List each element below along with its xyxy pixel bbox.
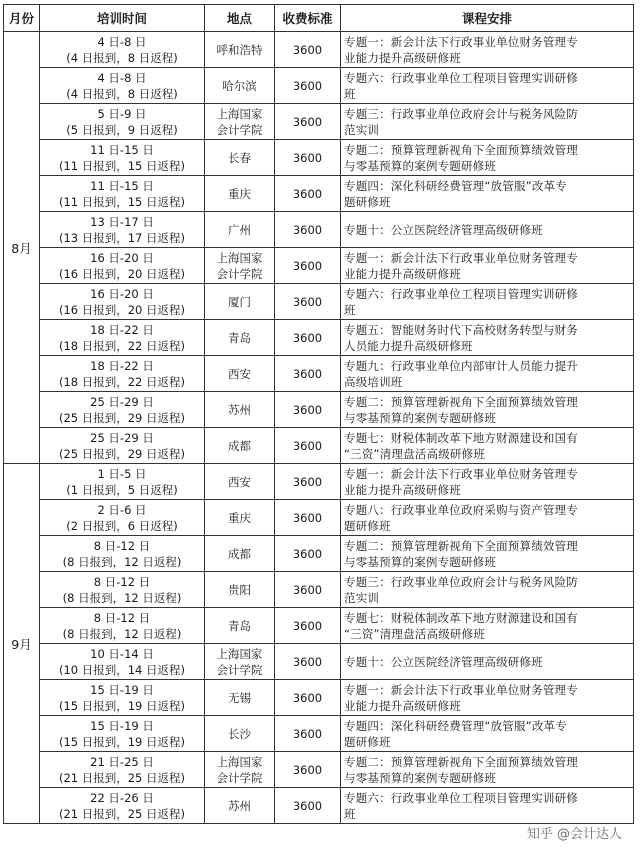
course-cell — [341, 104, 634, 140]
training-dates: 4 日-8 日 — [97, 70, 147, 85]
arrival-departure-note: (4 日报到，8 日返程) — [66, 50, 178, 65]
location-name: 重庆 — [228, 510, 251, 525]
period-cell — [40, 104, 205, 140]
table-row — [4, 428, 634, 464]
location-name: 上海国家 — [216, 646, 263, 661]
course-title-line: 高级培训班 — [344, 374, 403, 389]
course-title-line: 专题十：公立医院经济管理高级研修班 — [344, 222, 543, 237]
arrival-departure-note: (10 日报到，14 日返程) — [58, 662, 186, 677]
table-row — [4, 32, 634, 68]
table-row — [4, 500, 634, 536]
training-dates: 13 日-17 日 — [90, 214, 154, 229]
period-cell — [40, 320, 205, 356]
fee-cell: 3600 — [275, 752, 341, 788]
location-cell — [205, 608, 275, 644]
period-cell — [40, 500, 205, 536]
location-name: 重庆 — [228, 186, 251, 201]
period-cell — [40, 176, 205, 212]
arrival-departure-note: (8 日报到，12 日返程) — [62, 590, 182, 605]
location-name: 无锡 — [228, 690, 251, 705]
table-row — [4, 176, 634, 212]
location-cell — [205, 500, 275, 536]
training-dates: 16 日-20 日 — [90, 250, 154, 265]
location-cell — [205, 464, 275, 500]
location-cell — [205, 572, 275, 608]
course-title-line: 专题二：预算管理新视角下全面预算绩效管理 — [344, 754, 578, 769]
table-row — [4, 104, 634, 140]
training-dates: 4 日-8 日 — [97, 34, 147, 49]
training-dates: 1 日-5 日 — [97, 466, 147, 481]
arrival-departure-note: (13 日报到，17 日返程) — [58, 230, 186, 245]
table-header-row — [4, 5, 634, 32]
course-title-line: 专题八：行政事业单位政府采购与资产管理专 — [344, 502, 578, 517]
header-course: 课程安排 — [341, 5, 634, 32]
location-name: 成都 — [228, 546, 251, 561]
arrival-departure-note: (15 日报到，19 日返程) — [58, 734, 186, 749]
course-title-line: 人员能力提升高级研修班 — [344, 338, 473, 353]
period-cell — [40, 464, 205, 500]
course-title-line: “三资”清理盘活高级研修班 — [344, 626, 486, 641]
course-cell — [341, 140, 634, 176]
course-title-line: 题研修班 — [344, 194, 391, 209]
period-cell — [40, 572, 205, 608]
course-title-line: 范实训 — [344, 122, 380, 137]
course-title-line: 专题二：预算管理新视角下全面预算绩效管理 — [344, 394, 578, 409]
period-cell — [40, 716, 205, 752]
table-row — [4, 356, 634, 392]
table-row — [4, 284, 634, 320]
location-cell — [205, 104, 275, 140]
training-dates: 21 日-25 日 — [90, 754, 154, 769]
location-cell — [205, 356, 275, 392]
location-name: 呼和浩特 — [216, 42, 263, 57]
period-cell — [40, 752, 205, 788]
course-title-line: 班 — [344, 86, 356, 101]
table-body — [4, 32, 634, 824]
fee-cell: 3600 — [275, 392, 341, 428]
course-title-line: 业能力提升高级研修班 — [344, 50, 461, 65]
fee-cell: 3600 — [275, 212, 341, 248]
arrival-departure-note: (2 日报到，6 日返程) — [66, 518, 178, 533]
table-row — [4, 572, 634, 608]
training-dates: 18 日-22 日 — [90, 358, 154, 373]
arrival-departure-note: (1 日报到，5 日返程) — [66, 482, 178, 497]
course-cell — [341, 572, 634, 608]
location-cell — [205, 644, 275, 680]
location-name: 会计学院 — [216, 770, 263, 785]
location-name: 苏州 — [228, 402, 251, 417]
arrival-departure-note: (18 日报到，22 日返程) — [58, 338, 186, 353]
course-title-line: 专题三：行政事业单位政府会计与税务风险防 — [344, 574, 578, 589]
location-name: 西安 — [228, 474, 251, 489]
course-title-line: 与零基预算的案例专题研修班 — [344, 158, 497, 173]
arrival-departure-note: (21 日报到，25 日返程) — [58, 806, 186, 821]
arrival-departure-note: (8 日报到，12 日返程) — [62, 626, 182, 641]
location-cell — [205, 140, 275, 176]
table-row — [4, 320, 634, 356]
table-row — [4, 752, 634, 788]
header-month: 月份 — [4, 5, 40, 32]
course-title-line: 专题一：新会计法下行政事业单位财务管理专 — [344, 250, 578, 265]
table-row — [4, 536, 634, 572]
table-row — [4, 248, 634, 284]
location-name: 上海国家 — [216, 106, 263, 121]
course-cell — [341, 392, 634, 428]
course-cell — [341, 716, 634, 752]
course-title-line: 专题一：新会计法下行政事业单位财务管理专 — [344, 466, 578, 481]
course-title-line: 专题四：深化科研经费管理“放管服”改革专 — [344, 178, 567, 193]
training-dates: 15 日-19 日 — [90, 718, 154, 733]
course-title-line: 与零基预算的案例专题研修班 — [344, 554, 497, 569]
location-name: 青岛 — [228, 618, 251, 633]
course-title-line: 专题六：行政事业单位工程项目管理实训研修 — [344, 286, 578, 301]
location-name: 广州 — [228, 222, 251, 237]
arrival-departure-note: (21 日报到，25 日返程) — [58, 770, 186, 785]
course-title-line: 业能力提升高级研修班 — [344, 266, 461, 281]
course-cell — [341, 752, 634, 788]
period-cell — [40, 32, 205, 68]
location-name: 贵阳 — [228, 582, 251, 597]
course-title-line: 与零基预算的案例专题研修班 — [344, 410, 497, 425]
period-cell — [40, 356, 205, 392]
fee-cell: 3600 — [275, 248, 341, 284]
course-cell — [341, 212, 634, 248]
course-cell — [341, 608, 634, 644]
fee-cell: 3600 — [275, 464, 341, 500]
period-cell — [40, 140, 205, 176]
location-name: 会计学院 — [216, 266, 263, 281]
location-cell — [205, 536, 275, 572]
course-title-line: 专题二：预算管理新视角下全面预算绩效管理 — [344, 538, 578, 553]
table-row — [4, 140, 634, 176]
course-cell — [341, 32, 634, 68]
training-dates: 8 日-12 日 — [93, 574, 151, 589]
course-title-line: 专题四：深化科研经费管理“放管服”改革专 — [344, 718, 567, 733]
course-title-line: 班 — [344, 302, 356, 317]
course-cell — [341, 536, 634, 572]
fee-cell: 3600 — [275, 320, 341, 356]
location-cell — [205, 320, 275, 356]
period-cell — [40, 608, 205, 644]
arrival-departure-note: (5 日报到，9 日返程) — [66, 122, 178, 137]
table-row — [4, 716, 634, 752]
location-cell — [205, 68, 275, 104]
arrival-departure-note: (18 日报到，22 日返程) — [58, 374, 186, 389]
course-title-line: 专题六：行政事业单位工程项目管理实训研修 — [344, 790, 578, 805]
arrival-departure-note: (11 日报到，15 日返程) — [58, 158, 186, 173]
location-cell — [205, 212, 275, 248]
period-cell — [40, 680, 205, 716]
course-title-line: 与零基预算的案例专题研修班 — [344, 770, 497, 785]
location-name: 哈尔滨 — [222, 78, 257, 93]
location-name: 苏州 — [228, 798, 251, 813]
course-title-line: 专题七：财税体制改革下地方财源建设和国有 — [344, 610, 578, 625]
location-name: 会计学院 — [216, 662, 263, 677]
training-dates: 18 日-22 日 — [90, 322, 154, 337]
course-title-line: 专题一：新会计法下行政事业单位财务管理专 — [344, 682, 578, 697]
course-title-line: 范实训 — [344, 590, 380, 605]
fee-cell: 3600 — [275, 140, 341, 176]
table-row — [4, 392, 634, 428]
arrival-departure-note: (16 日报到，20 日返程) — [58, 302, 186, 317]
table-row — [4, 680, 634, 716]
fee-cell: 3600 — [275, 176, 341, 212]
period-cell — [40, 392, 205, 428]
fee-cell: 3600 — [275, 284, 341, 320]
fee-cell: 3600 — [275, 572, 341, 608]
training-schedule-table — [3, 4, 634, 824]
course-cell — [341, 428, 634, 464]
location-name: 上海国家 — [216, 250, 263, 265]
course-title-line: 班 — [344, 806, 356, 821]
course-cell — [341, 788, 634, 824]
course-cell — [341, 320, 634, 356]
course-cell — [341, 284, 634, 320]
location-name: 西安 — [228, 366, 251, 381]
fee-cell: 3600 — [275, 428, 341, 464]
arrival-departure-note: (15 日报到，19 日返程) — [58, 698, 186, 713]
fee-cell: 3600 — [275, 356, 341, 392]
course-cell — [341, 644, 634, 680]
location-cell — [205, 752, 275, 788]
arrival-departure-note: (16 日报到，20 日返程) — [58, 266, 186, 281]
training-dates: 15 日-19 日 — [90, 682, 154, 697]
course-title-line: 题研修班 — [344, 518, 391, 533]
course-title-line: “三资”清理盘活高级研修班 — [344, 446, 486, 461]
course-cell — [341, 356, 634, 392]
arrival-departure-note: (25 日报到，29 日返程) — [58, 446, 186, 461]
course-cell — [341, 500, 634, 536]
location-cell — [205, 176, 275, 212]
fee-cell: 3600 — [275, 716, 341, 752]
course-title-line: 专题九：行政事业单位内部审计人员能力提升 — [344, 358, 578, 373]
course-cell — [341, 248, 634, 284]
location-cell — [205, 788, 275, 824]
location-cell — [205, 716, 275, 752]
course-title-line: 专题六：行政事业单位工程项目管理实训研修 — [344, 70, 578, 85]
training-dates: 25 日-29 日 — [90, 394, 154, 409]
month-cell: 9月 — [4, 464, 40, 824]
training-dates: 2 日-6 日 — [97, 502, 147, 517]
location-cell — [205, 680, 275, 716]
period-cell — [40, 212, 205, 248]
location-name: 会计学院 — [216, 122, 263, 137]
fee-cell: 3600 — [275, 788, 341, 824]
fee-cell: 3600 — [275, 644, 341, 680]
period-cell — [40, 788, 205, 824]
arrival-departure-note: (4 日报到，8 日返程) — [66, 86, 178, 101]
course-title-line: 专题十：公立医院经济管理高级研修班 — [344, 654, 543, 669]
period-cell — [40, 68, 205, 104]
course-cell — [341, 176, 634, 212]
period-cell — [40, 248, 205, 284]
course-title-line: 专题七：财税体制改革下地方财源建设和国有 — [344, 430, 578, 445]
period-cell — [40, 428, 205, 464]
course-cell — [341, 68, 634, 104]
location-cell — [205, 392, 275, 428]
location-name: 厦门 — [228, 294, 251, 309]
month-cell: 8月 — [4, 32, 40, 464]
fee-cell: 3600 — [275, 680, 341, 716]
location-cell — [205, 284, 275, 320]
location-name: 成都 — [228, 438, 251, 453]
fee-cell: 3600 — [275, 608, 341, 644]
training-dates: 11 日-15 日 — [90, 178, 154, 193]
training-dates: 8 日-12 日 — [93, 610, 151, 625]
header-period: 培训时间 — [40, 5, 205, 32]
training-dates: 11 日-15 日 — [90, 142, 154, 157]
course-title-line: 专题二：预算管理新视角下全面预算绩效管理 — [344, 142, 578, 157]
location-cell — [205, 32, 275, 68]
arrival-departure-note: (8 日报到，12 日返程) — [62, 554, 182, 569]
course-cell — [341, 680, 634, 716]
header-location: 地点 — [205, 5, 275, 32]
table-row — [4, 608, 634, 644]
training-dates: 10 日-14 日 — [90, 646, 154, 661]
course-title-line: 专题三：行政事业单位政府会计与税务风险防 — [344, 106, 578, 121]
table-row — [4, 788, 634, 824]
table-row — [4, 644, 634, 680]
course-title-line: 业能力提升高级研修班 — [344, 482, 461, 497]
training-dates: 22 日-26 日 — [90, 790, 154, 805]
location-cell — [205, 248, 275, 284]
table-row — [4, 212, 634, 248]
course-title-line: 业能力提升高级研修班 — [344, 698, 461, 713]
fee-cell: 3600 — [275, 104, 341, 140]
header-fee: 收费标准 — [275, 5, 341, 32]
course-title-line: 专题五：智能财务时代下高校财务转型与财务 — [344, 322, 578, 337]
course-cell — [341, 464, 634, 500]
course-title-line: 题研修班 — [344, 734, 391, 749]
period-cell — [40, 536, 205, 572]
fee-cell: 3600 — [275, 32, 341, 68]
course-title-line: 专题一：新会计法下行政事业单位财务管理专 — [344, 34, 578, 49]
fee-cell: 3600 — [275, 68, 341, 104]
location-cell — [205, 428, 275, 464]
training-dates: 8 日-12 日 — [93, 538, 151, 553]
training-dates: 5 日-9 日 — [97, 106, 147, 121]
location-name: 上海国家 — [216, 754, 263, 769]
arrival-departure-note: (11 日报到，15 日返程) — [58, 194, 186, 209]
table-row — [4, 68, 634, 104]
watermark: 知乎 @会计达人 — [526, 827, 622, 842]
period-cell — [40, 284, 205, 320]
location-name: 长春 — [228, 150, 251, 165]
arrival-departure-note: (25 日报到，29 日返程) — [58, 410, 186, 425]
fee-cell: 3600 — [275, 500, 341, 536]
location-name: 长沙 — [228, 726, 251, 741]
fee-cell: 3600 — [275, 536, 341, 572]
location-name: 青岛 — [228, 330, 251, 345]
period-cell — [40, 644, 205, 680]
training-dates: 16 日-20 日 — [90, 286, 154, 301]
training-dates: 25 日-29 日 — [90, 430, 154, 445]
table-row — [4, 464, 634, 500]
